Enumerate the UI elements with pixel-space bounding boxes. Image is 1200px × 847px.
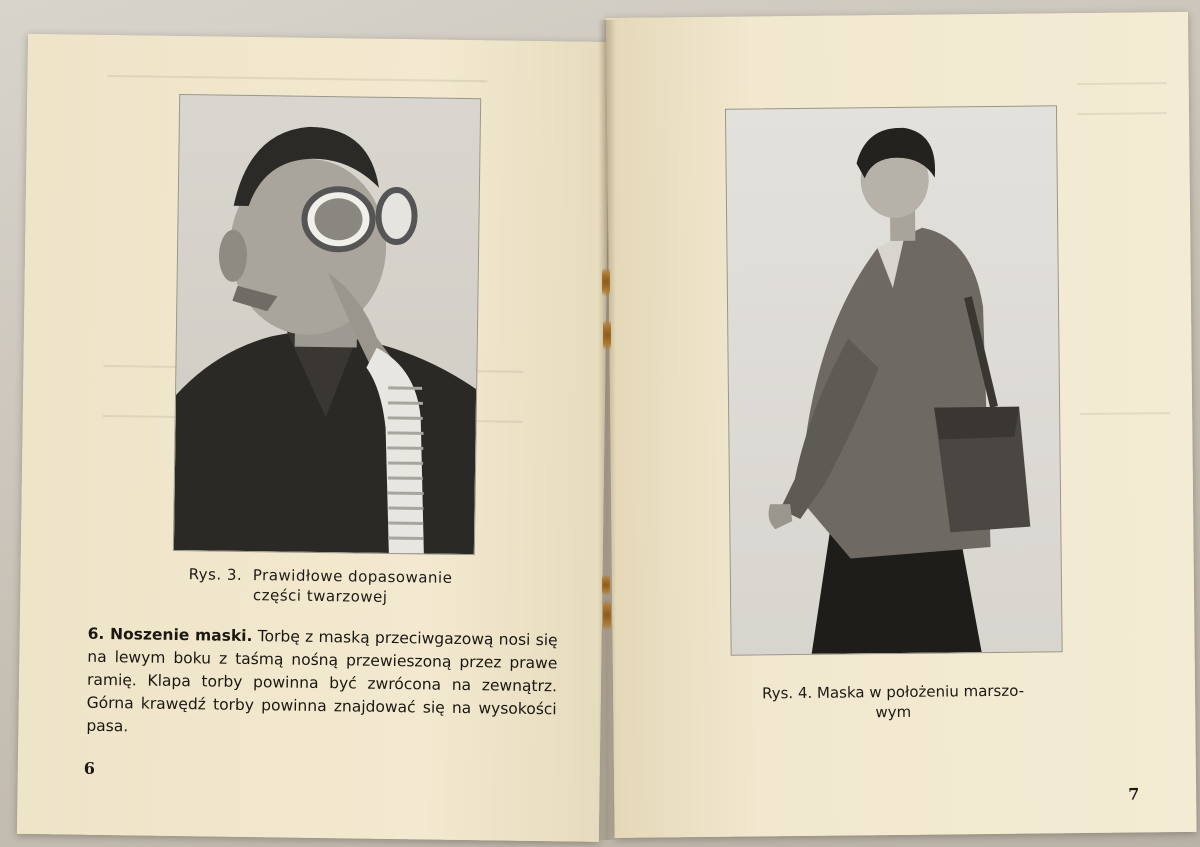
figure-3-caption-line2: części twarzowej	[252, 586, 388, 606]
section-6-paragraph	[86, 623, 558, 745]
figure-3-caption-line1: Prawidłowe dopasowanie	[252, 566, 453, 587]
figure-3-label: Rys. 3.	[188, 565, 243, 584]
rust-staple-mark	[603, 600, 611, 630]
page-number-right: 7	[1128, 784, 1140, 804]
right-page	[606, 12, 1197, 838]
figure-3-caption	[160, 564, 481, 608]
figure-4-caption-line2: wym	[875, 702, 912, 722]
figure-4-caption-line1: Rys. 4. Maska w położeniu marszo-	[761, 681, 1025, 703]
section-6-heading: 6. Noszenie maski.	[87, 624, 253, 646]
section-6-body: Torbę z maską przeciwgazową nosi się na lewym boku z taśmą nośną przewieszoną przez prawe ramię. Klapa torby powinna być zwrócona na zewnątrz. Górna krawędź torby powinna znajdować się na wysokości pasa.	[86, 627, 558, 736]
bleed-through-line	[1080, 412, 1170, 415]
bleed-through-line	[107, 75, 487, 82]
rust-staple-mark	[603, 320, 611, 350]
rust-staple-mark	[602, 575, 610, 595]
figure-4-caption	[703, 680, 1083, 724]
gas-mask-figure-illustration	[174, 95, 480, 554]
book-gutter	[598, 20, 616, 840]
bleed-through-line	[1077, 82, 1167, 85]
rust-staple-mark	[602, 268, 610, 296]
man-with-mask-bag-illustration	[726, 106, 1062, 654]
bleed-through-line	[1077, 112, 1167, 115]
left-page	[17, 34, 610, 842]
gas-mask-photo	[173, 94, 481, 555]
marching-position-photo	[725, 105, 1063, 655]
page-number-left: 6	[83, 758, 96, 778]
